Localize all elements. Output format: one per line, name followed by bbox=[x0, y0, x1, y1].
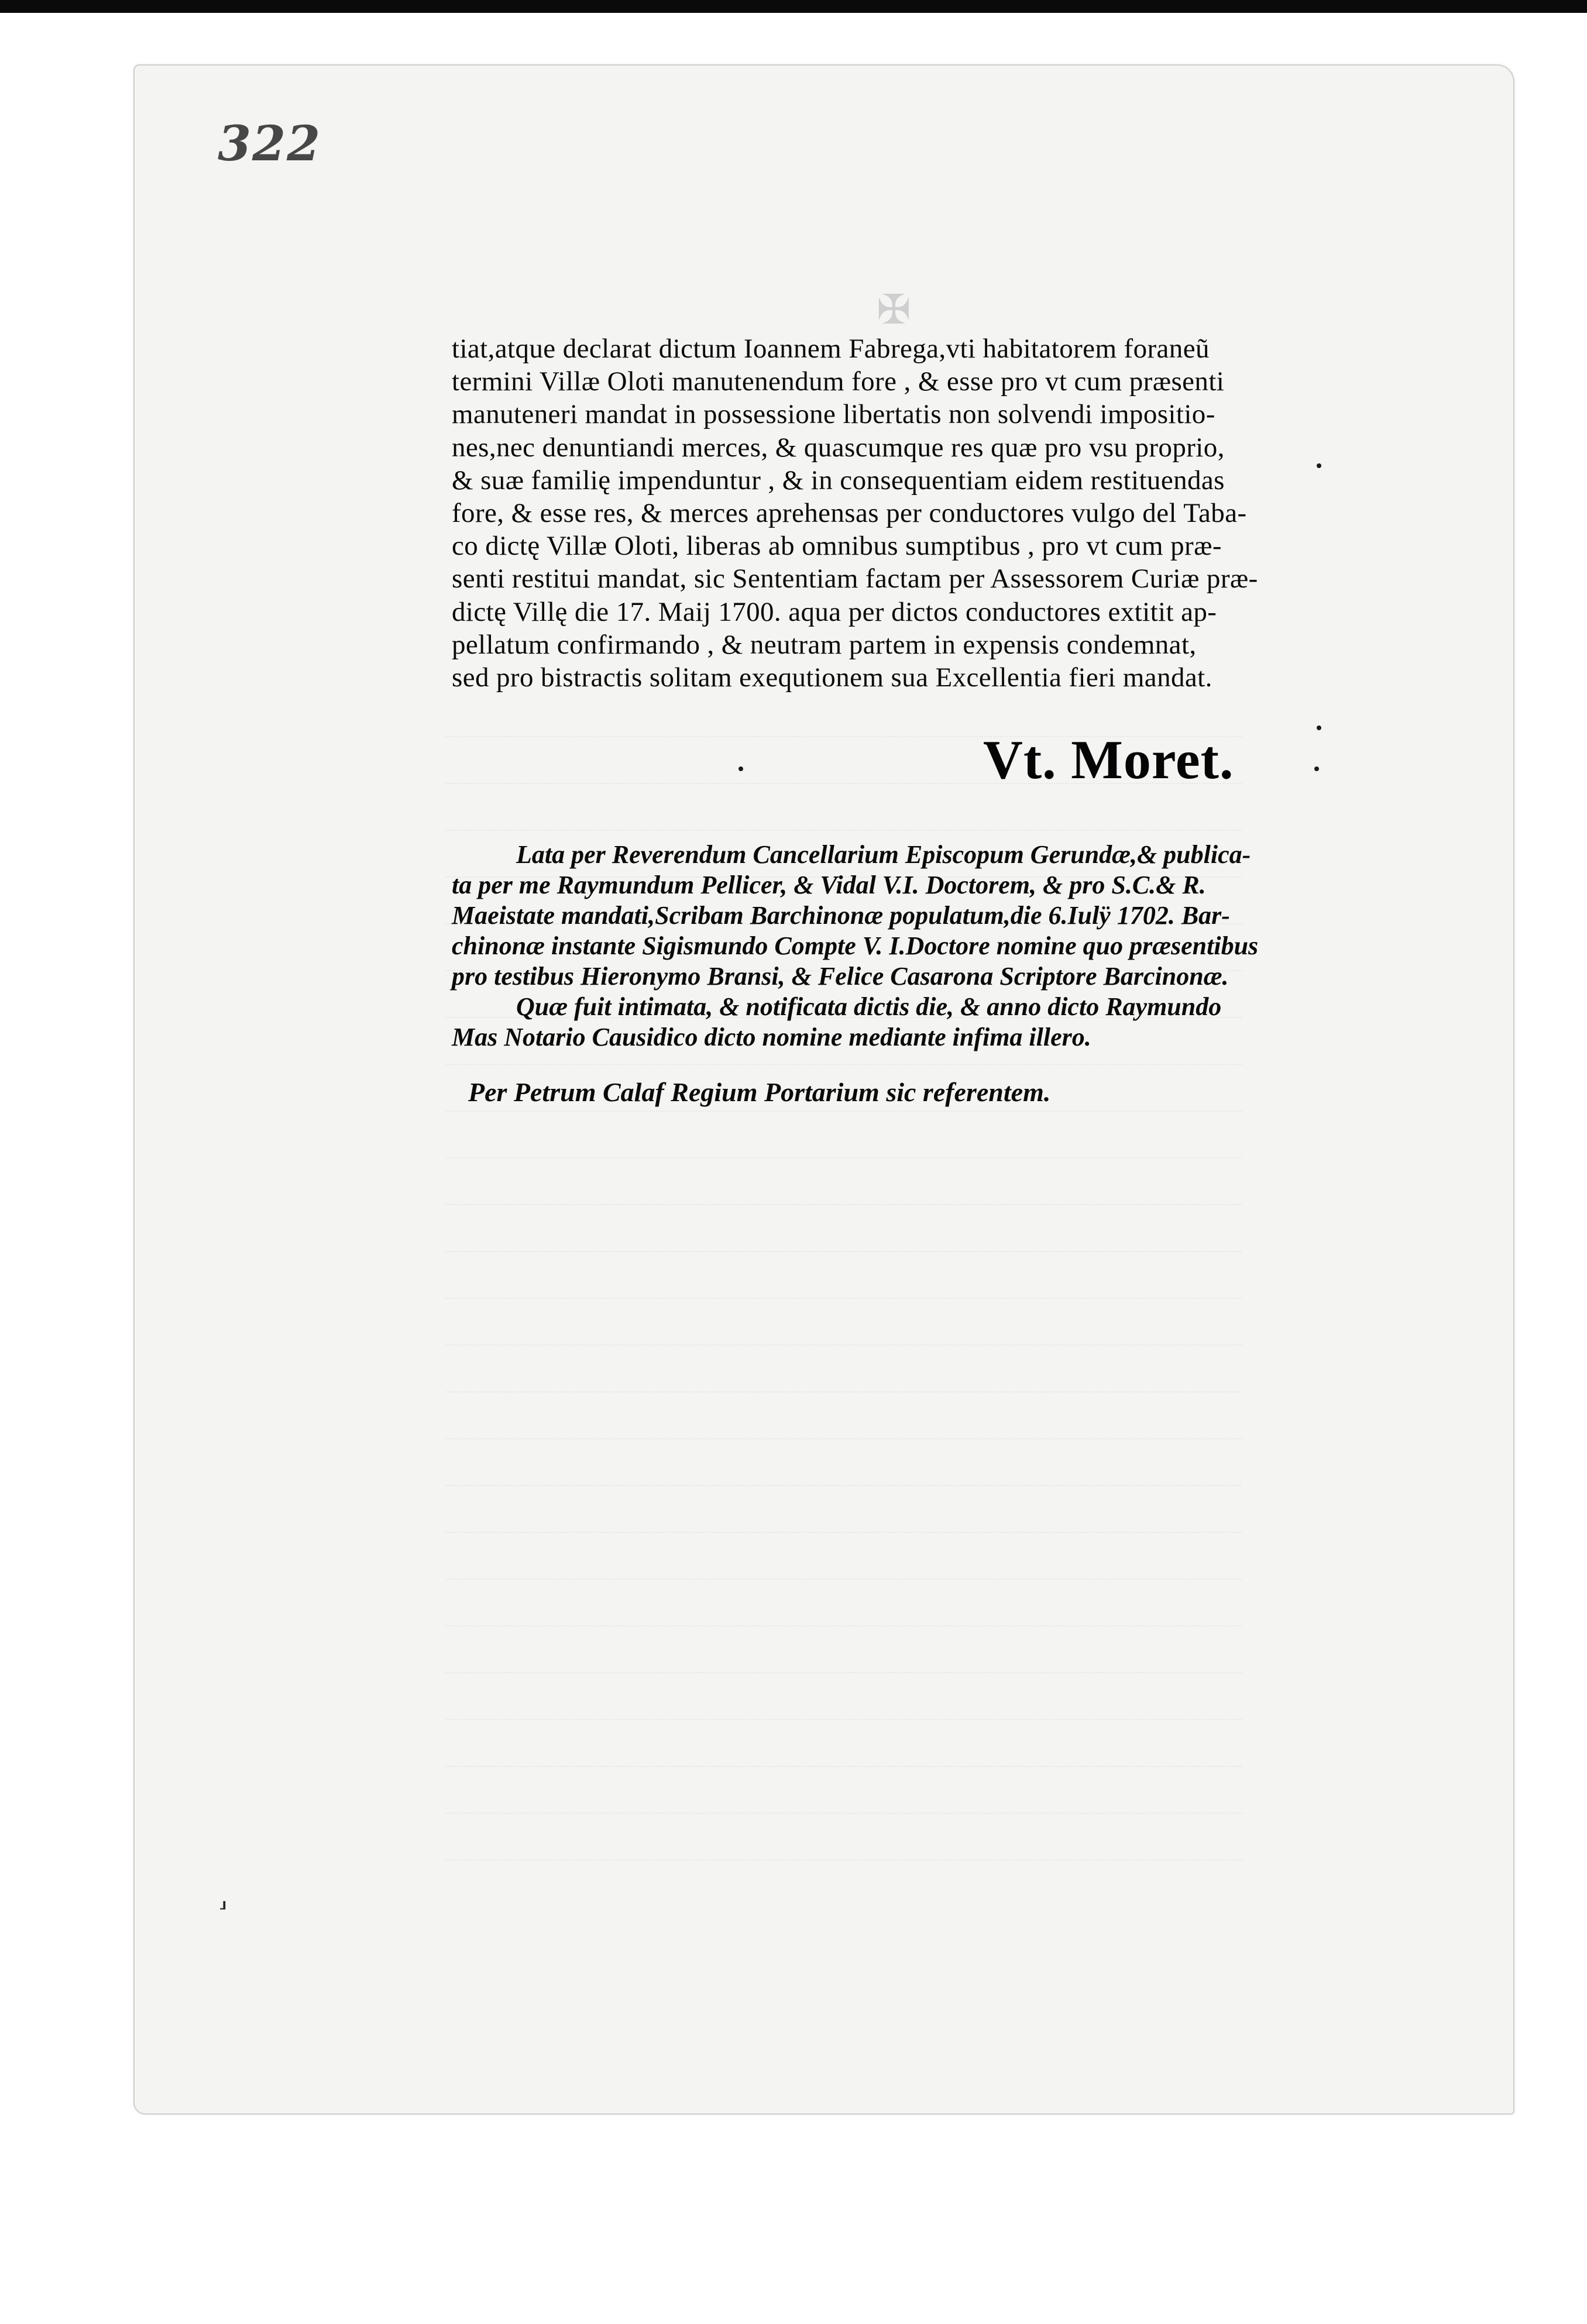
signature-vt-moret: Vt. Moret. bbox=[983, 730, 1234, 790]
body-line: manuteneri mandat in possessione libertatis non solvendi impositio- bbox=[452, 399, 1215, 430]
body-line: nes,nec denuntiandi merces, & quascumque res quæ pro vsu proprio, bbox=[452, 432, 1225, 463]
bleed-through-line bbox=[446, 1299, 1242, 1346]
bleed-through-line bbox=[446, 1158, 1242, 1205]
notation-line: Mas Notario Causidico dicto nomine mediante infima illero. bbox=[452, 1023, 1091, 1051]
bleed-through-line bbox=[446, 1439, 1242, 1486]
bleed-through-line bbox=[446, 1346, 1242, 1393]
bleed-through-line bbox=[446, 1205, 1242, 1252]
bleed-through-line bbox=[446, 1814, 1242, 1861]
bleed-through-line bbox=[446, 1720, 1242, 1767]
body-line: sed pro bistractis solitam exequtionem sua Excellentia fieri mandat. bbox=[452, 662, 1212, 693]
margin-dot bbox=[1317, 726, 1321, 730]
body-line: dictę Villę die 17. Maij 1700. aqua per dictos conductores extitit ap- bbox=[452, 596, 1217, 627]
notation-line: Maeistate mandati,Scribam Barchinonæ populatum,die 6.Iulÿ 1702. Bar- bbox=[452, 901, 1230, 930]
notation-line: pro testibus Hieronymo Bransi, & Felice Casarona Scriptore Barcinonæ. bbox=[452, 962, 1229, 991]
decree-body bbox=[452, 332, 1299, 694]
margin-dot bbox=[738, 766, 743, 771]
notation-line: Quæ fuit intimata, & notificata dictis die, & anno dicto Raymundo bbox=[516, 992, 1222, 1021]
body-line: termini Villæ Oloti manutenendum fore , & esse pro vt cum præsenti bbox=[452, 366, 1225, 397]
body-line: fore, & esse res, & merces aprehensas per conductores vulgo del Taba- bbox=[452, 498, 1247, 529]
folio-number: 322 bbox=[218, 116, 322, 172]
bleed-through-line bbox=[446, 1252, 1242, 1299]
margin-mark-icon: ⸥ bbox=[218, 1885, 228, 1912]
bleed-through-line bbox=[446, 1767, 1242, 1814]
body-line: tiat,atque declarat dictum Ioannem Fabrega,vti habitatorem foraneũ bbox=[452, 334, 1210, 364]
bleed-through-line bbox=[446, 1533, 1242, 1580]
notation-line: Lata per Reverendum Cancellarium Episcopum Gerundæ,& publica- bbox=[516, 840, 1251, 869]
body-line: pellatum confirmando , & neutram partem in expensis condemnat, bbox=[452, 629, 1197, 660]
notation-line: chinonæ instante Sigismundo Compte V. I.Doctore nomine quo præsentibus bbox=[452, 931, 1259, 960]
bleed-through-line bbox=[446, 1112, 1242, 1158]
margin-dot bbox=[1317, 463, 1321, 468]
bleed-through-line bbox=[446, 1673, 1242, 1720]
body-line: & suæ familię impenduntur , & in consequentiam eidem restituendas bbox=[452, 465, 1225, 496]
notation-line: ta per me Raymundum Pellicer, & Vidal V.I. Doctorem, & pro S.C.& R. bbox=[452, 871, 1206, 899]
cross-ornament-icon: ✠ bbox=[877, 286, 911, 334]
body-line: co dictę Villæ Oloti, liberas ab omnibus sumptibus , pro vt cum præ- bbox=[452, 531, 1222, 562]
portarium-reference: Per Petrum Calaf Regium Portarium sic referentem. bbox=[468, 1077, 1051, 1107]
publication-notation bbox=[452, 840, 1300, 1053]
bleed-through-line bbox=[446, 1627, 1242, 1673]
scan-top-border bbox=[0, 0, 1587, 13]
margin-dot bbox=[1314, 766, 1319, 771]
body-line: senti restitui mandat, sic Sententiam factam per Assessorem Curiæ præ- bbox=[452, 563, 1258, 594]
bleed-through-line bbox=[446, 1580, 1242, 1627]
bleed-through-line bbox=[446, 1393, 1242, 1439]
bleed-through-line bbox=[446, 1486, 1242, 1533]
bleed-through-line bbox=[446, 1861, 1242, 1872]
